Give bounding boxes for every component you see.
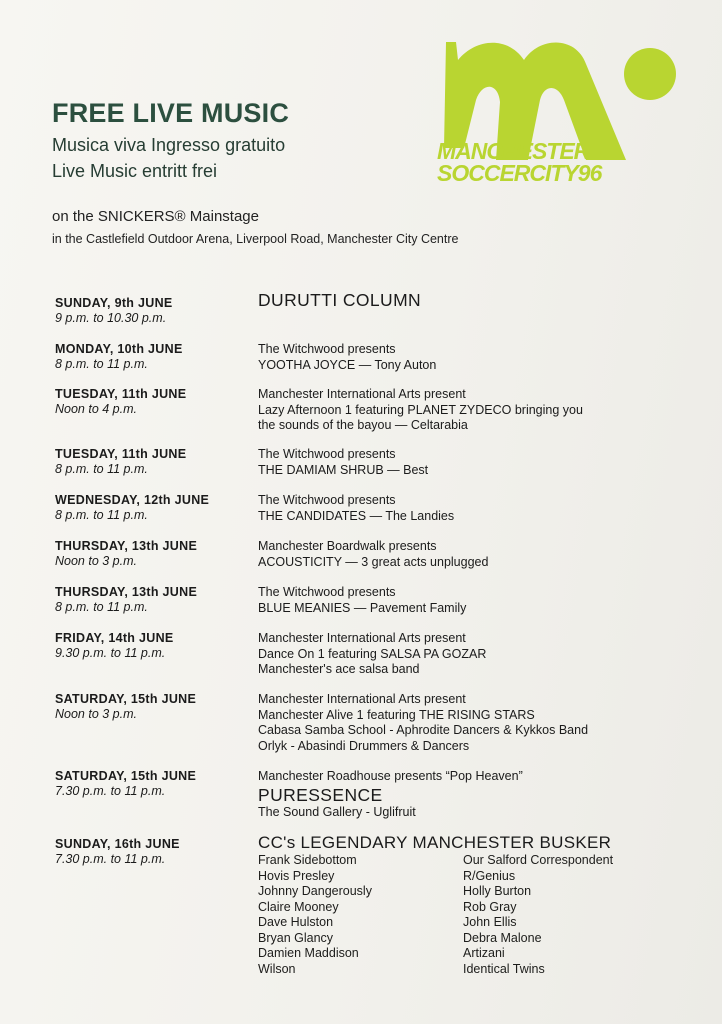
event-line: Dance On 1 featuring SALSA PA GOZAR [258, 646, 487, 661]
venue-line-2: in the Castlefield Outdoor Arena, Liverpool Road, Manchester City Centre [52, 232, 459, 246]
event-headline: CC's LEGENDARY MANCHESTER BUSKER [258, 833, 612, 852]
busker-name: Artizani [463, 946, 505, 960]
busker-name: Bryan Glancy [258, 930, 334, 945]
event-line: Lazy Afternoon 1 featuring PLANET ZYDECO bringing you [258, 402, 583, 417]
event-line: Manchester International Arts present [258, 692, 466, 706]
event-day: TUESDAY, 11th JUNE [55, 447, 187, 461]
event-line: The Sound Gallery - Uglifruit [258, 804, 416, 819]
header [52, 98, 289, 187]
event-row [55, 539, 489, 569]
event-day: SATURDAY, 15th JUNE [55, 769, 197, 783]
event-time: 9.30 p.m. to 11 p.m. [55, 646, 166, 660]
busker-name: Identical Twins [463, 961, 545, 976]
busker-column-right [463, 853, 613, 977]
busker-name: Hovis Presley [258, 868, 335, 883]
busker-name: Our Salford Correspondent [463, 853, 614, 867]
event-row [55, 631, 487, 676]
event-time: 8 p.m. to 11 p.m. [55, 600, 148, 614]
event-line: Cabasa Samba School - Aphrodite Dancers & Kykkos Band [258, 723, 589, 737]
logo-line-manchester: MANCHESTER [437, 138, 590, 164]
subtitle-italian: Musica viva Ingresso gratuito [52, 135, 286, 155]
event-headline: DURUTTI COLUMN [258, 290, 422, 310]
event-time: 8 p.m. to 11 p.m. [55, 357, 148, 371]
event-line: BLUE MEANIES — Pavement Family [258, 600, 467, 615]
event-headline: PURESSENCE [258, 784, 383, 805]
event-info [258, 692, 698, 754]
event-info [258, 833, 698, 852]
busker-name: Damien Maddison [258, 946, 359, 960]
event-day: THURSDAY, 13th JUNE [55, 539, 198, 553]
busker-name: Holly Burton [463, 884, 532, 898]
event-info [258, 539, 698, 570]
busker-name: Claire Mooney [258, 899, 339, 914]
event-line: THE DAMIAM SHRUB — Best [258, 462, 429, 477]
event-info [258, 290, 698, 310]
event-line: The Witchwood presents [258, 585, 396, 599]
event-day: SUNDAY, 16th JUNE [55, 837, 180, 851]
event-time: Noon to 3 p.m. [55, 554, 137, 568]
event-line: Manchester Boardwalk presents [258, 539, 437, 553]
busker-name: Rob Gray [463, 899, 517, 914]
subtitle-german: Live Music entritt frei [52, 161, 218, 181]
busker-name: Debra Malone [463, 930, 542, 945]
event-day: WEDNESDAY, 12th JUNE [55, 493, 210, 507]
busker-column-left [258, 853, 372, 977]
event-day: TUESDAY, 11th JUNE [55, 387, 187, 401]
event-time: 8 p.m. to 11 p.m. [55, 508, 148, 522]
event-time: 7.30 p.m. to 11 p.m. [55, 784, 166, 798]
busker-name: John Ellis [463, 915, 517, 929]
event-line: the sounds of the bayou — Celtarabia [258, 418, 468, 432]
event-day: FRIDAY, 14th JUNE [55, 631, 174, 645]
busker-name: Frank Sidebottom [258, 853, 357, 867]
event-info [258, 493, 698, 524]
event-row [55, 342, 437, 372]
logo-wordmark [437, 140, 637, 184]
event-line: Manchester International Arts present [258, 631, 466, 645]
event-line: Manchester's ace salsa band [258, 662, 420, 676]
event-time: 7.30 p.m. to 11 p.m. [55, 852, 166, 866]
event-row [55, 692, 589, 753]
event-line: The Witchwood presents [258, 342, 396, 356]
event-time: Noon to 3 p.m. [55, 707, 137, 721]
event-info [258, 631, 698, 678]
event-day: SUNDAY, 9th JUNE [55, 296, 173, 310]
busker-name: Johnny Dangerously [258, 884, 372, 898]
event-info [258, 585, 698, 616]
logo-line-soccercity: SOCCERCITY96 [437, 160, 602, 186]
event-row [55, 769, 523, 819]
venue-line-1: on the SNICKERS® Mainstage [52, 208, 259, 225]
event-line: Manchester Alive 1 featuring THE RISING STARS [258, 707, 535, 722]
event-info [258, 769, 698, 820]
event-line: Manchester Roadhouse presents “Pop Heaven” [258, 769, 523, 783]
event-line: Orlyk - Abasindi Drummers & Dancers [258, 738, 470, 753]
event-line: Manchester International Arts present [258, 387, 466, 401]
event-time: Noon to 4 p.m. [55, 402, 137, 416]
event-line: ACOUSTICITY — 3 great acts unplugged [258, 554, 489, 569]
event-line: The Witchwood presents [258, 493, 396, 507]
event-time: 8 p.m. to 11 p.m. [55, 462, 148, 476]
event-line: THE CANDIDATES — The Landies [258, 508, 455, 523]
event-time: 9 p.m. to 10.30 p.m. [55, 311, 167, 325]
page-title: FREE LIVE MUSIC [52, 98, 290, 128]
busker-name: R/Genius [463, 868, 516, 883]
busker-name: Wilson [258, 961, 296, 976]
event-info [258, 387, 698, 434]
event-day: MONDAY, 10th JUNE [55, 342, 183, 356]
event-line: The Witchwood presents [258, 447, 396, 461]
event-info [258, 447, 698, 478]
event-day: THURSDAY, 13th JUNE [55, 585, 198, 599]
event-row [55, 387, 583, 432]
event-row [55, 585, 467, 615]
busker-name: Dave Hulston [258, 915, 334, 929]
event-day: SATURDAY, 15th JUNE [55, 692, 197, 706]
event-row [55, 290, 422, 325]
event-row [55, 493, 455, 523]
event-line: YOOTHA JOYCE — Tony Auton [258, 357, 437, 372]
event-row [55, 447, 429, 477]
event-info [258, 342, 698, 373]
